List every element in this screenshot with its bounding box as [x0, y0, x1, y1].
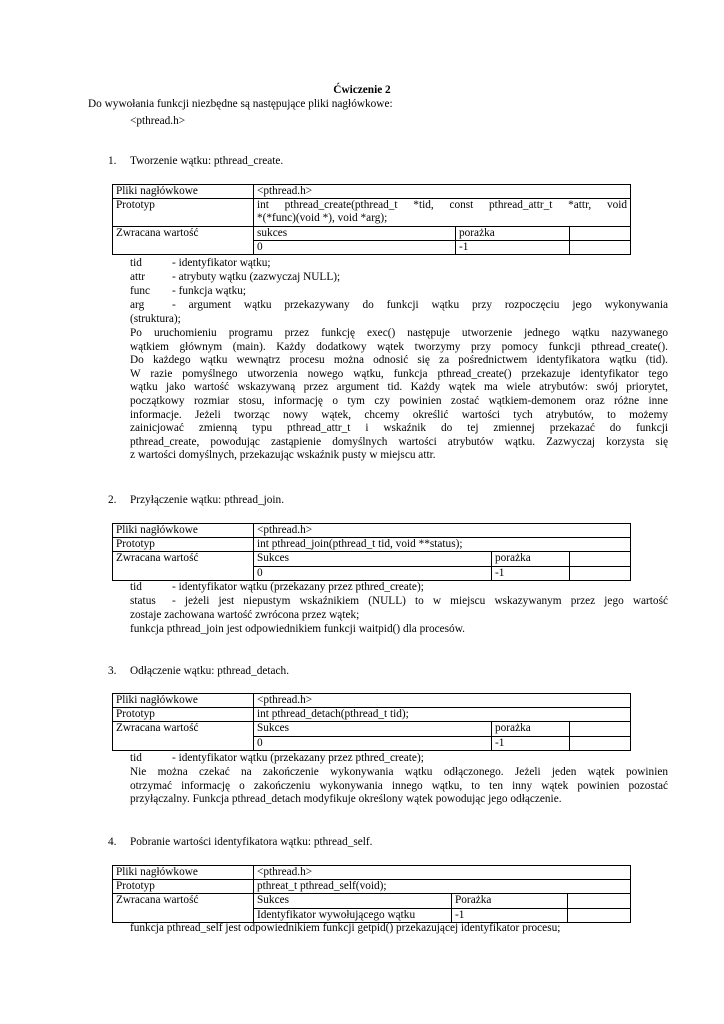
table-row [113, 894, 631, 908]
section-title: Pobranie wartości identyfikatora wątku: pthread_self. [130, 836, 373, 848]
empty-cell [570, 722, 631, 736]
success-label: sukces [254, 226, 456, 240]
param-row [130, 257, 668, 271]
empty-cell [570, 736, 631, 750]
text-line: wątku jako wartość wskazywaną przez argument tid. Każdy wątek ma wiele atrybutów: swój priorytet, [130, 381, 668, 394]
failure-label: porażka [456, 226, 570, 240]
text-line: funkcja pthread_self jest odpowiednikiem funkcji getpid() przekazującej identyfikator procesu; [130, 922, 561, 934]
intro-text: Do wywołania funkcji niezbędne są następujące pliki nagłówkowe: [88, 98, 393, 110]
empty-cell [570, 552, 631, 566]
param-desc: - jeżeli jest niepustym wskaźnikiem (NULL) to w miejscu wskazywanym przez jego wartość [172, 595, 668, 607]
failure-value: -1 [456, 240, 570, 254]
text-line: Do każdego wątku wewnątrz procesu można odnosić się za pośrednictwem identyfikatora wątku (tid). [130, 354, 668, 367]
section-1-description [130, 327, 668, 463]
page-title: Ćwiczenie 2 [333, 84, 391, 96]
text-line: otrzymać informację o zakończeniu wykonywania innego wątku, to ten inny wątek powinien pozostać [130, 779, 668, 792]
section-title: Przyłączenie wątku: pthread_join. [130, 494, 285, 506]
param-name: tid [130, 752, 142, 764]
section-3-table [112, 693, 631, 751]
prototype-value: int pthread_detach(pthread_t tid); [254, 708, 631, 722]
param-name: func [130, 285, 151, 297]
text-line: Nie można czekać na zakończenie wykonywania wątku odłączonego. Jeżeli jeden wątek powinien [130, 766, 668, 778]
text-line: pthread_create, powodując zastąpienie domyślnych wartości atrybutów wątku. Zazwyczaj korzysta się [130, 435, 668, 448]
section-4-description [130, 922, 668, 936]
section-4-table [112, 865, 631, 923]
table-row [113, 226, 631, 240]
section-2-heading [108, 494, 284, 508]
param-row [130, 581, 668, 595]
failure-value: -1 [492, 566, 570, 580]
table-row [113, 524, 631, 538]
section-number: 3. [108, 665, 117, 677]
param-row [130, 271, 668, 285]
text-line: zainicjować zmienną typu pthread_attr_t i wskaźnik do tej zmiennej przekazać do funkcji [130, 422, 668, 435]
section-title: Tworzenie wątku: pthread_create. [130, 155, 284, 167]
table-row [113, 880, 631, 894]
headers-label: Pliki nagłówkowe [113, 866, 254, 880]
success-value: 0 [254, 566, 492, 580]
section-2-description [130, 609, 668, 636]
param-name: attr [130, 271, 146, 283]
param-desc: - funkcja wątku; [172, 285, 247, 297]
prototype-label: Prototyp [113, 708, 254, 722]
failure-value: -1 [492, 736, 570, 750]
section-3-heading [108, 665, 289, 679]
prototype-line: *(*func)(void *), void *arg); [257, 212, 388, 225]
text-line: z wartości domyślnych, przekazując wskaźnik pusty w miejscu attr. [130, 449, 436, 462]
section-number: 4. [108, 836, 117, 848]
param-desc: - identyfikator wątku (przekazany przez pthred_create); [172, 581, 424, 593]
text-line: informacje. Jeżeli tworząc nowy wątek, chcemy określić wartości tych atrybutów, to możemy [130, 408, 668, 421]
section-4-heading [108, 836, 373, 850]
failure-label: porażka [492, 552, 570, 566]
section-number: 2. [108, 494, 117, 506]
return-label: Zwracana wartość [113, 226, 254, 254]
success-label: Sukces [254, 722, 492, 736]
text-line: zostaje zachowana wartość zwrócona przez wątek; [130, 609, 360, 621]
failure-label: Porażka [452, 894, 568, 908]
text-line: początkowy rozmiar stosu, informację o tym czy powinien zostać wątkiem-demonem oraz różne inne [130, 394, 668, 407]
param-desc: - identyfikator wątku; [172, 257, 271, 269]
table-row [113, 708, 631, 722]
table-row [113, 722, 631, 736]
param-desc: - identyfikator wątku (przekazany przez pthred_create); [172, 752, 424, 764]
success-value: 0 [254, 240, 456, 254]
param-name: tid [130, 581, 142, 593]
param-row [130, 595, 668, 609]
text-line: Po uruchomieniu programu przez funkcję exec() następuje utworzenie jednego wątku nazywanego [130, 327, 668, 339]
empty-cell [570, 226, 631, 240]
headers-label: Pliki nagłówkowe [113, 185, 254, 199]
success-value: 0 [254, 736, 492, 750]
return-label: Zwracana wartość [113, 722, 254, 750]
prototype-value: int pthread_join(pthread_t tid, void **status); [254, 538, 631, 552]
table-row [113, 199, 631, 226]
section-1-table [112, 184, 631, 255]
param-row [130, 299, 668, 313]
table-row [113, 552, 631, 566]
empty-cell [568, 894, 631, 908]
prototype-value [254, 199, 631, 226]
empty-cell [570, 566, 631, 580]
success-value: Identyfikator wywołującego wątku [254, 908, 452, 922]
prototype-value: pthreat_t pthread_self(void); [254, 880, 631, 894]
success-label: Sukces [254, 894, 452, 908]
headers-label: Pliki nagłówkowe [113, 524, 254, 538]
failure-value: -1 [452, 908, 568, 922]
headers-value: <pthread.h> [254, 866, 631, 880]
text-line: funkcja pthread_join jest odpowiednikiem funkcji waitpid() dla procesów. [130, 622, 465, 635]
param-row [130, 285, 668, 299]
section-3-description [130, 766, 668, 807]
table-row [113, 538, 631, 552]
prototype-label: Prototyp [113, 538, 254, 552]
table-row [113, 866, 631, 880]
param-row [130, 752, 668, 766]
param-continuation: (struktura); [130, 313, 181, 325]
empty-cell [570, 240, 631, 254]
return-label: Zwracana wartość [113, 552, 254, 580]
headers-value: <pthread.h> [254, 185, 631, 199]
param-name: tid [130, 257, 142, 269]
param-name: status [130, 595, 156, 607]
success-label: Sukces [254, 552, 492, 566]
headers-value: <pthread.h> [254, 524, 631, 538]
param-desc: - argument wątku przekazywany do funkcji wątku przy rozpoczęciu jego wykonywania [172, 299, 668, 311]
param-name: arg [130, 299, 145, 311]
table-row [113, 185, 631, 199]
text-line: przyłączalny. Funkcja pthread_detach modyfikuje określony wątek powodując jego odłączenie. [130, 793, 562, 806]
section-title: Odłączenie wątku: pthread_detach. [130, 665, 290, 677]
text-line: W razie pomyślnego utworzenia nowego wątku, funkcja pthread_create() przekazuje identyfikator tego [130, 367, 668, 380]
section-2-table [112, 523, 631, 581]
section-1-heading [108, 155, 283, 169]
prototype-label: Prototyp [113, 880, 254, 894]
failure-label: porażka [492, 722, 570, 736]
empty-cell [568, 908, 631, 922]
return-label: Zwracana wartość [113, 894, 254, 922]
intro-include: <pthread.h> [130, 115, 186, 127]
table-row [113, 694, 631, 708]
prototype-label: Prototyp [113, 199, 254, 226]
param-desc: - atrybuty wątku (zazwyczaj NULL); [172, 271, 341, 283]
section-number: 1. [108, 155, 117, 167]
headers-label: Pliki nagłówkowe [113, 694, 254, 708]
headers-value: <pthread.h> [254, 694, 631, 708]
text-line: wątkiem głównym (main). Każdy dodatkowy wątek tworzymy przy pomocy funkcji pthread_create(). [130, 340, 668, 353]
prototype-line: int pthread_create(pthread_t *tid, const pthread_attr_t *attr, void [257, 199, 628, 212]
